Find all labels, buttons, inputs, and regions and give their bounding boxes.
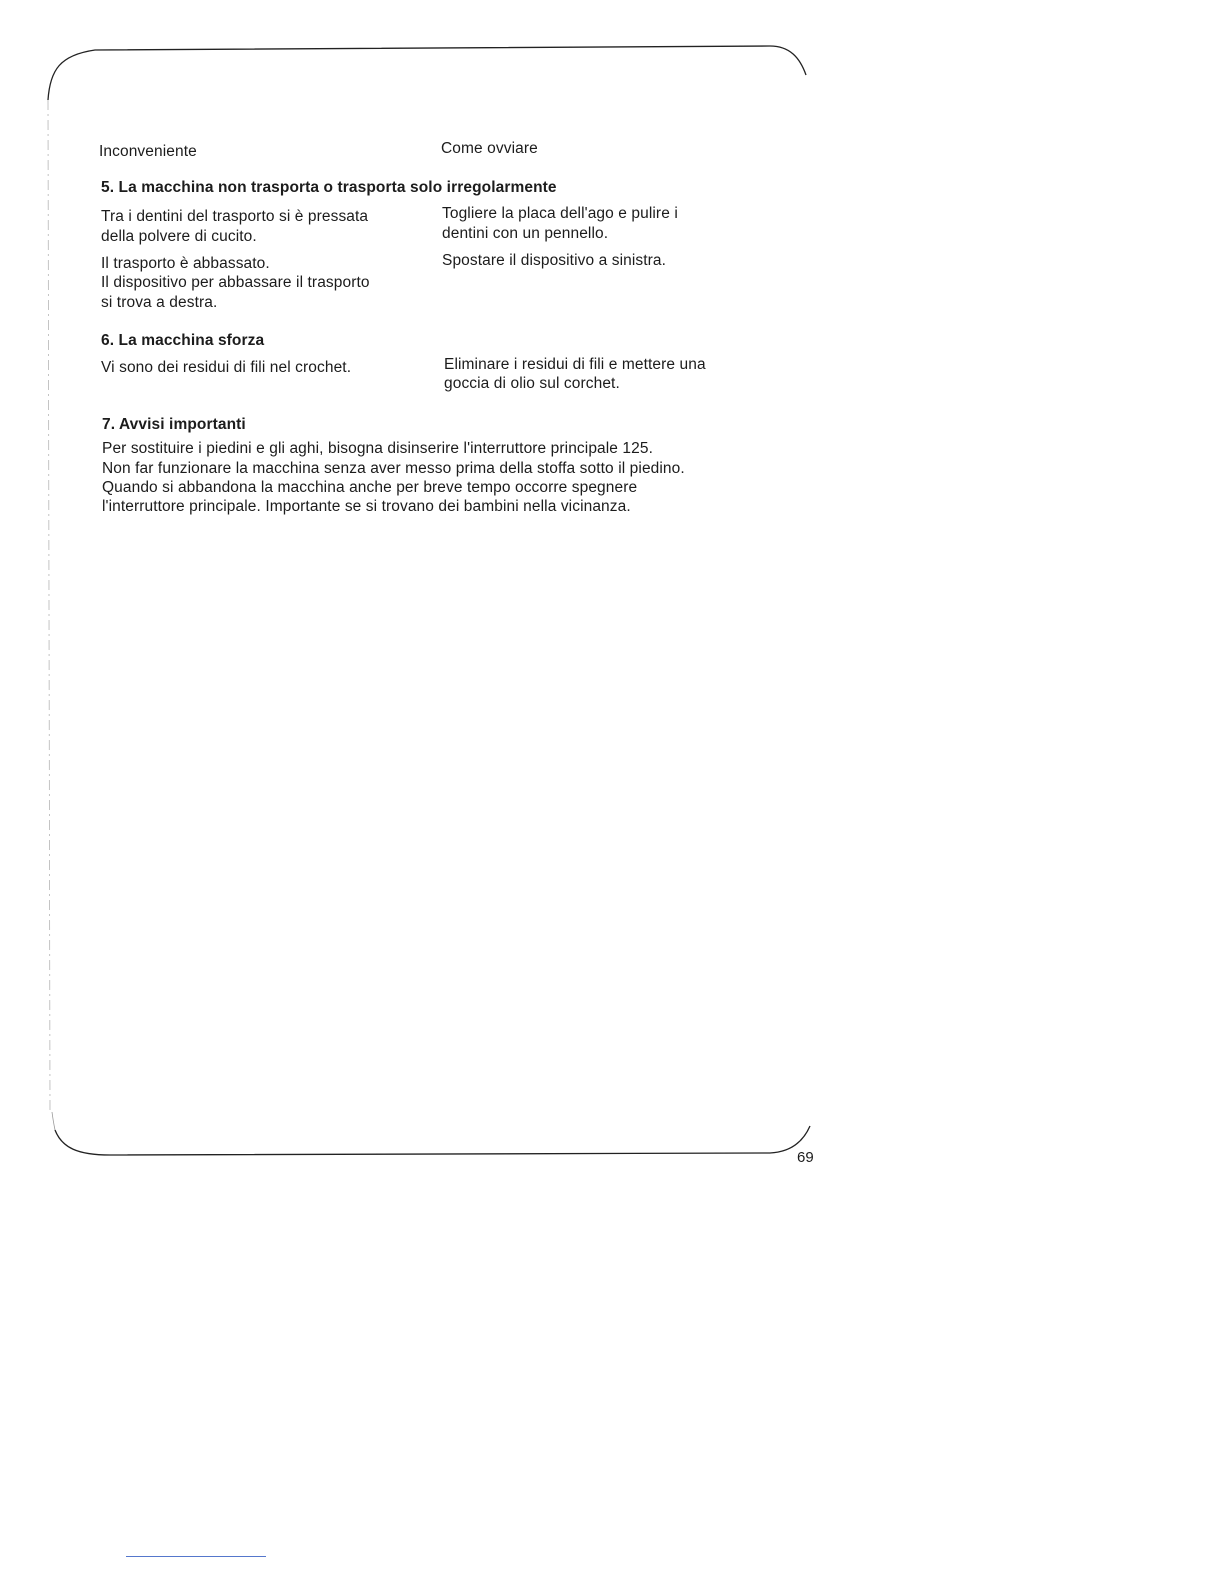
section-6-row-1-solution-line-1: Eliminare i residui di fili e mettere una	[444, 356, 706, 373]
section-5-row-2-problem-line-3: si trova a destra.	[101, 294, 218, 311]
section-7-paragraph-line-1: Per sostituire i piedini e gli aghi, bisogna disinserire l'interruttore principale 125.	[102, 440, 654, 457]
section-5-row-1-solution-line-2: dentini con un pennello.	[442, 225, 609, 242]
bottom-rule	[126, 1556, 266, 1557]
section-5-row-1-solution-line-1: Togliere la placa dell'ago e pulire i	[442, 205, 678, 222]
column-header-solution: Come ovviare	[441, 140, 538, 157]
section-7-paragraph-line-2: Non far funzionare la macchina senza aver messo prima della stoffa sotto il piedino.	[102, 460, 685, 477]
section-5-row-2-problem-line-1: Il trasporto è abbassato.	[101, 255, 270, 272]
section-heading-6: 6. La macchina sforza	[101, 332, 265, 349]
section-7-paragraph-line-3: Quando si abbandona la macchina anche per breve tempo occorre spegnere	[102, 479, 638, 496]
section-5-row-2-solution-line-1: Spostare il dispositivo a sinistra.	[442, 252, 667, 269]
section-heading-7: 7. Avvisi importanti	[102, 416, 246, 433]
section-5-row-1-problem-line-2: della polvere di cucito.	[101, 228, 257, 245]
page-number: 69	[797, 1149, 814, 1166]
column-header-problem: Inconveniente	[99, 143, 197, 160]
section-6-row-1-problem-line-1: Vi sono dei residui di fili nel crochet.	[101, 359, 352, 376]
section-5-row-1-problem-line-1: Tra i dentini del trasporto si è pressata	[101, 208, 369, 225]
section-heading-5: 5. La macchina non trasporta o trasporta solo irregolarmente	[101, 179, 557, 196]
section-6-row-1-solution-line-2: goccia di olio sul corchet.	[444, 375, 620, 392]
section-7-paragraph-line-4: l'interruttore principale. Importante se si trovano dei bambini nella vicinanza.	[102, 498, 631, 515]
section-5-row-2-problem-line-2: Il dispositivo per abbassare il trasporto	[101, 274, 370, 291]
